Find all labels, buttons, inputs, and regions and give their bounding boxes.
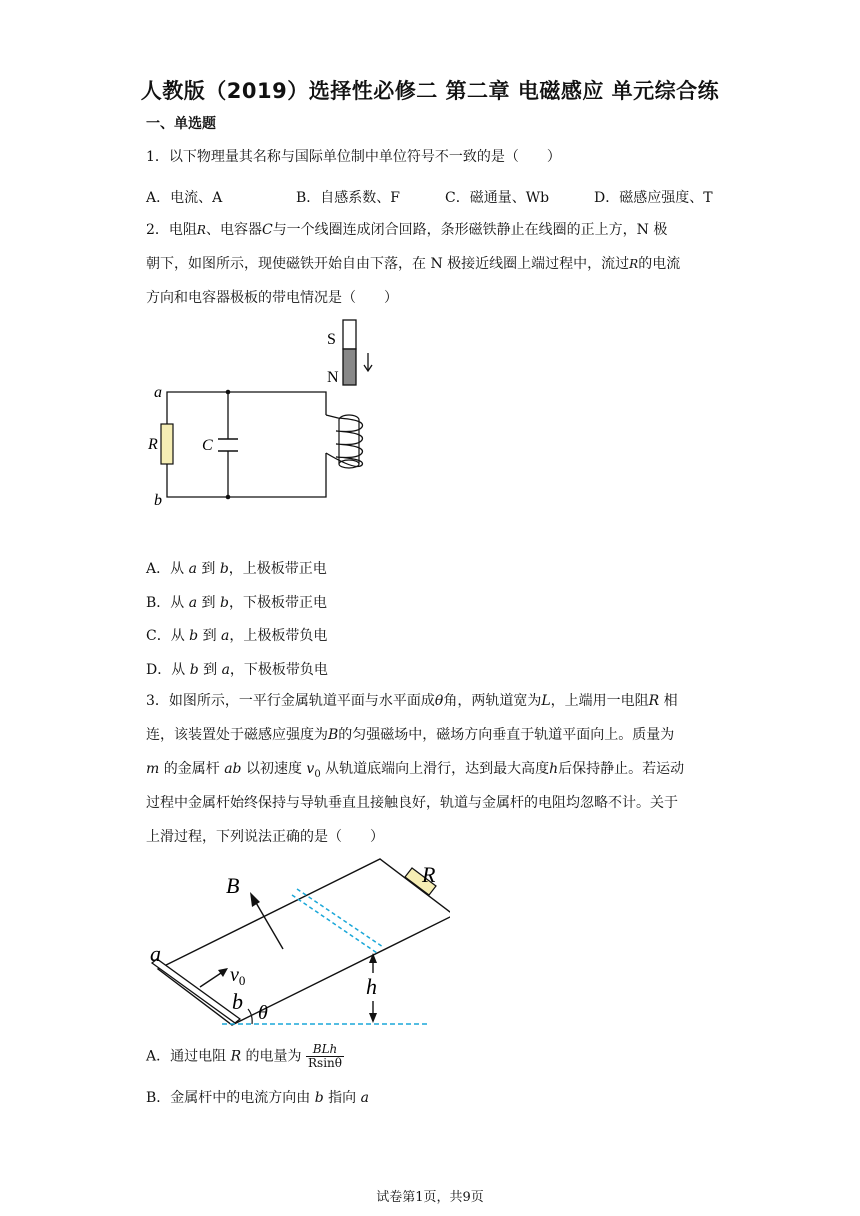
q1-option-d[interactable]: D．磁感应强度、T: [594, 190, 713, 206]
coil: [326, 415, 363, 468]
label-a: a: [154, 384, 162, 401]
velocity-arrow: [200, 971, 224, 987]
q1-option-a[interactable]: A．电流、A: [146, 190, 223, 206]
q3-stem-line2: 连，该装置处于磁感应强度为B的匀强磁场中，磁场方向垂直于轨道平面向上。质量为: [146, 727, 675, 743]
section-heading: 一、单选题: [146, 116, 216, 132]
label-r: R: [148, 436, 158, 453]
magnet-n-pole: [343, 349, 356, 385]
q2-stem-line3: 方向和电容器极板的带电情况是（ ）: [146, 290, 398, 306]
rod-final-position: [292, 889, 383, 953]
rail-plane: [158, 859, 450, 1025]
page-footer: 试卷第1页，共9页: [376, 1190, 484, 1205]
q3-option-a[interactable]: A．通过电阻 R 的电量为 $\frac{\text{BLh}}{Rsin\theta}$: [146, 1042, 342, 1070]
resistor-r: [161, 424, 173, 464]
q2-option-b[interactable]: B．从 a 到 b，下极板带正电: [146, 595, 327, 611]
magnet-s-pole: [343, 320, 356, 349]
label-b: b: [154, 492, 162, 509]
charge-fraction: $\frac{\text{BLh}}{Rsin\theta}$: [308, 1042, 342, 1070]
label-b: b: [232, 989, 243, 1014]
rail-figure: [140, 855, 450, 1035]
label-h: h: [366, 974, 377, 999]
q1-option-c[interactable]: C．磁通量、Wb: [445, 190, 550, 206]
label-a: a: [150, 941, 161, 966]
label-theta: θ: [258, 1002, 268, 1024]
q2-stem-line1: 2．电阻R、电容器C与一个线圈连成闭合回路，条形磁铁静止在线圈的正上方，N 极: [146, 222, 668, 238]
q1-option-b[interactable]: B．自感系数、F: [296, 190, 401, 206]
label-b-field: B: [226, 873, 240, 898]
b-field-arrow: [255, 901, 283, 949]
q2-option-c[interactable]: C．从 b 到 a，上极板带负电: [146, 628, 328, 644]
q3-option-b[interactable]: B．金属杆中的电流方向由 b 指向 a: [146, 1090, 369, 1106]
label-v: $v_0$: [230, 964, 246, 988]
q3-stem-line1: 3．如图所示，一平行金属轨道平面与水平面成θ角，两轨道宽为L，上端用一电阻R 相: [146, 693, 678, 709]
q3-stem-line4: 过程中金属杆始终保持与导轨垂直且接触良好，轨道与金属杆的电阻均忽略不计。关于: [146, 795, 678, 811]
q2-option-d[interactable]: D．从 b 到 a，下极板带负电: [146, 662, 328, 678]
q3-stem-line3: m 的金属杆 ab 以初速度 $v_0$ 从轨道底端向上滑行，达到最大高度h后保持静止。若运动: [146, 761, 685, 780]
page-title: 人教版（2019）选择性必修二 第二章 电磁感应 单元综合练: [140, 79, 720, 103]
label-r: R: [422, 862, 436, 887]
label-c: C: [202, 437, 213, 454]
q2-stem-line2: 朝下，如图所示，现使磁铁开始自由下落，在 N 极接近线圈上端过程中，流过R的电流: [146, 256, 681, 272]
q1-stem: 1．以下物理量其名称与国际单位制中单位符号不一致的是（ ）: [146, 149, 561, 165]
circuit-wire: [167, 392, 326, 497]
q2-option-a[interactable]: A．从 a 到 b，上极板带正电: [146, 561, 327, 577]
label-s: S: [327, 331, 336, 348]
q3-stem-line5: 上滑过程，下列说法正确的是（ ）: [146, 829, 384, 845]
label-n: N: [327, 369, 339, 386]
circuit-figure: [140, 315, 390, 515]
